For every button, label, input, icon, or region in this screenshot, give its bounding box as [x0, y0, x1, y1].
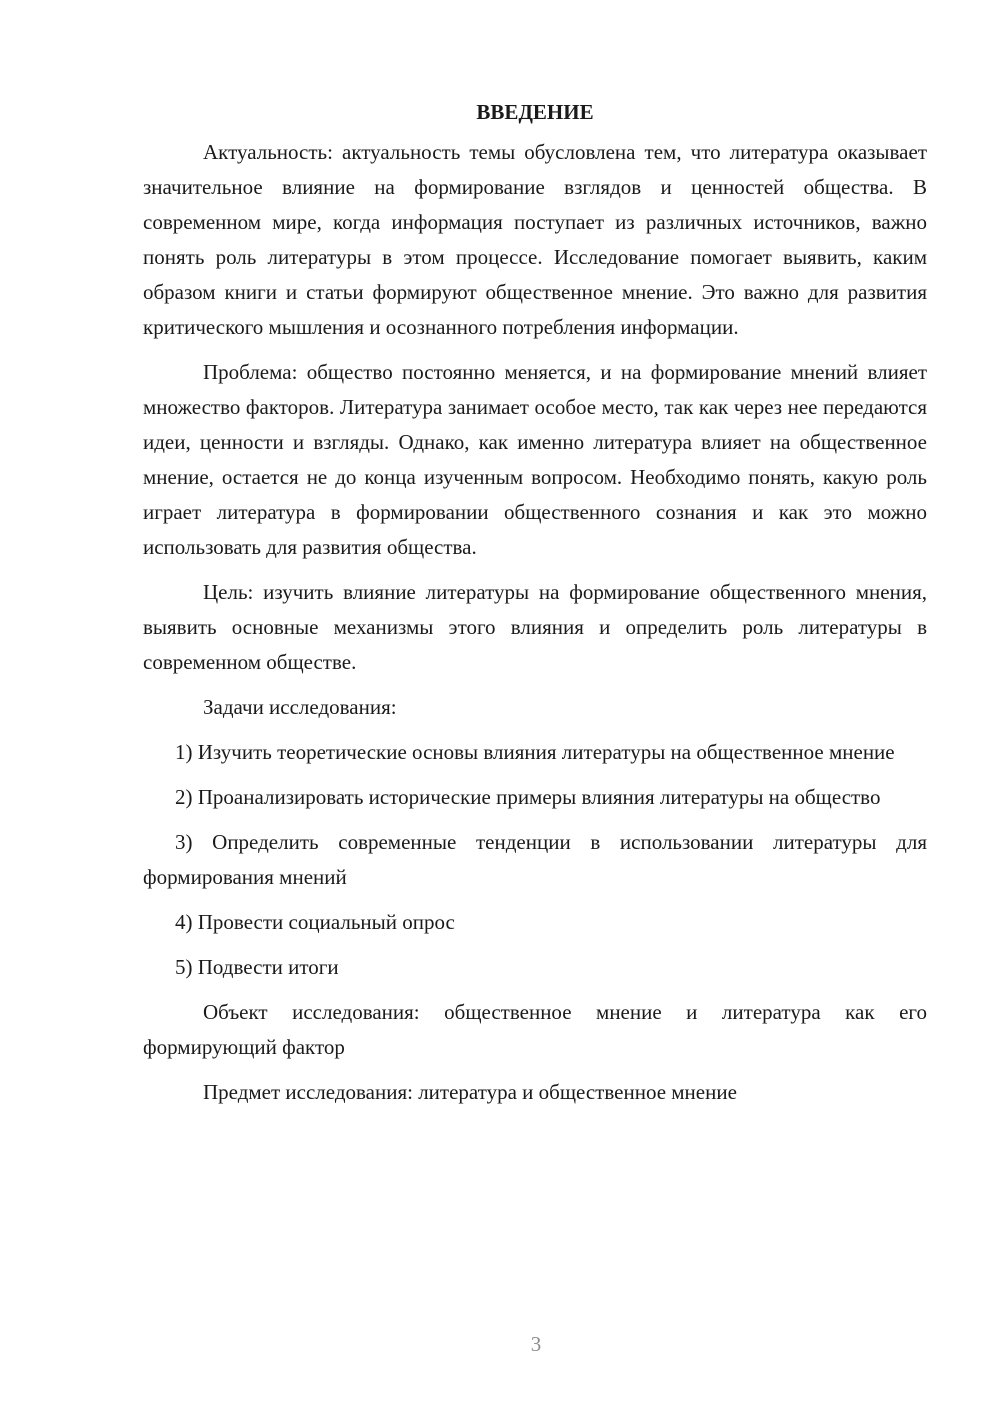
- list-item: 5) Подвести итоги: [175, 955, 339, 979]
- object-paragraph: Объект исследования: общественное мнение и литература как его формирующий фактор: [143, 1000, 927, 1059]
- list-item: 4) Провести социальный опрос: [175, 910, 455, 934]
- list-item: 2) Проанализировать исторические примеры влияния литературы на общество: [175, 785, 881, 809]
- page-number: 3: [530, 1332, 542, 1356]
- subject-paragraph: Предмет исследования: литература и общественное мнение: [203, 1080, 737, 1104]
- page-content: [143, 95, 927, 1120]
- relevance-paragraph: Актуальность: актуальность темы обусловлена тем, что литература оказывает значительное влияние на формирование взглядов и ценностей общества. В современном мире, когда информация поступает из различных источников, важно понять роль литературы в этом процессе. Исследование помогает выявить, каким образом книги и статьи формируют общественное мнение. Это важно для развития критического мышления и осознанного потребления информации.: [143, 140, 927, 339]
- tasks-list: [143, 735, 927, 985]
- list-item: 3) Определить современные тенденции в использовании литературы для формирования мнений: [143, 830, 927, 889]
- list-item: 1) Изучить теоретические основы влияния литературы на общественное мнение: [175, 740, 895, 764]
- goal-paragraph: Цель: изучить влияние литературы на формирование общественного мнения, выявить основные механизмы этого влияния и определить роль литературы в современном обществе.: [143, 580, 927, 674]
- section-heading: ВВЕДЕНИЕ: [476, 100, 594, 124]
- problem-paragraph: Проблема: общество постоянно меняется, и на формирование мнений влияет множество факторов. Литература занимает особое место, так как через нее передаются идеи, ценности и взгляды. Однако, как именно литература влияет на общественное мнение, остается не до конца изученным вопросом. Необходимо понять, какую роль играет литература в формировании общественного сознания и как это можно использовать для развития общества.: [143, 360, 927, 559]
- tasks-title: Задачи исследования:: [203, 695, 397, 719]
